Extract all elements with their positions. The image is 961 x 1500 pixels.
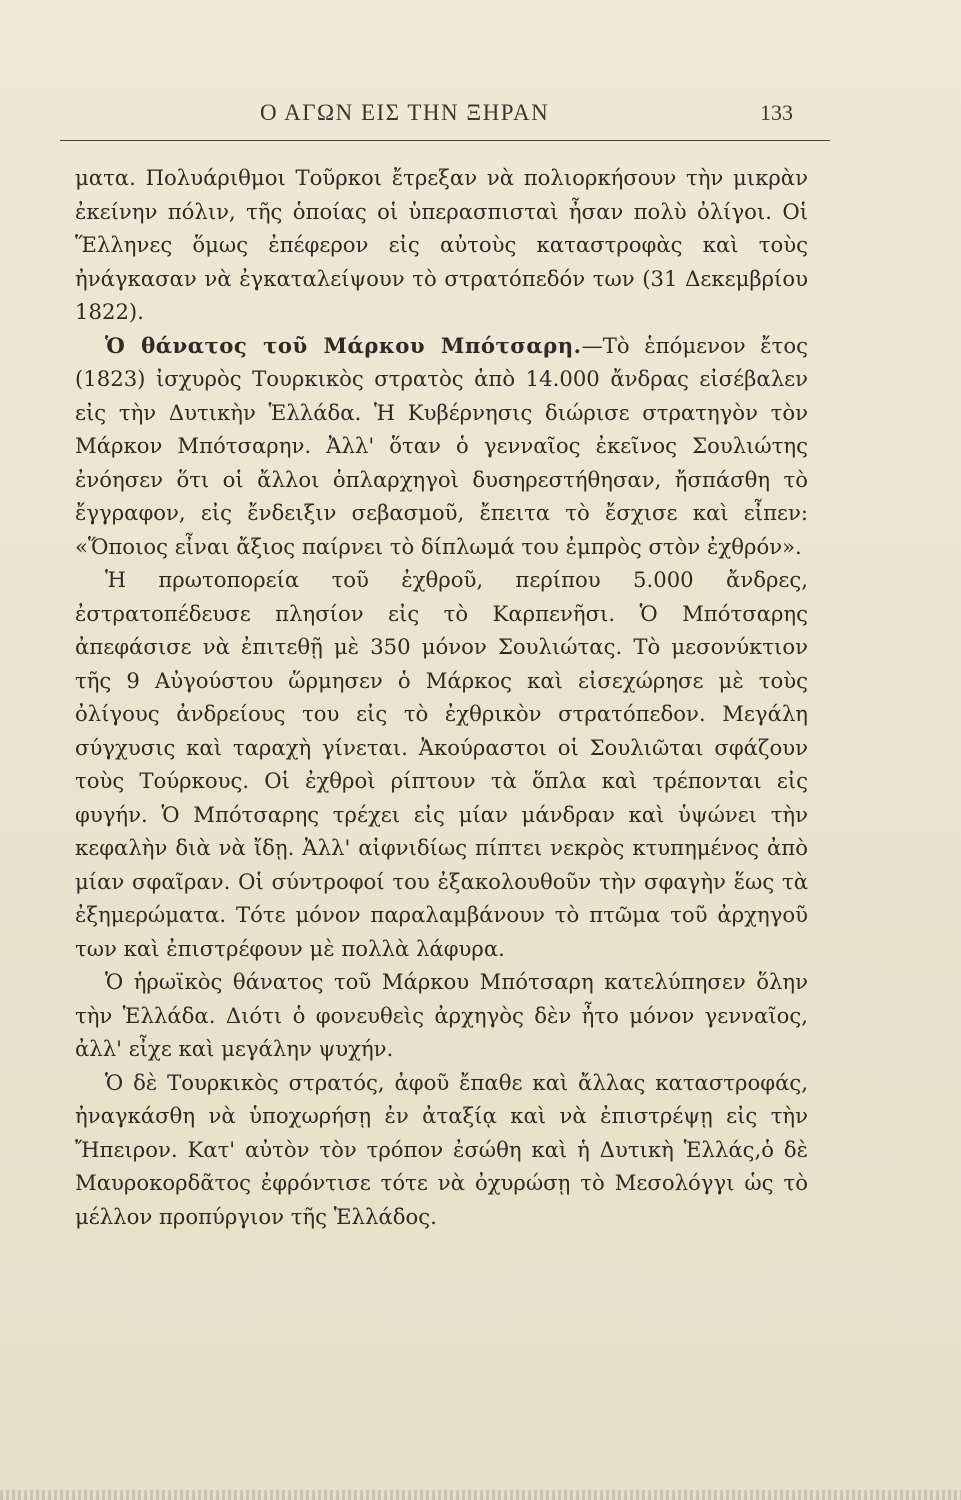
paragraph-1: ματα. Πολυάριθμοι Τοῦρκοι ἔτρεξαν νὰ πολιορκήσουν τὴν μικρὰν ἐκείνην πόλιν, τῆς ὁποίας οἱ ὑπερασπισταὶ ἦσαν πολὺ ὀλίγοι. Οἱ Ἕλληνες ὅμως ἐπέφερον εἰς αὐτοὺς καταστροφὰς καὶ τοὺς ἠνάγκασαν νὰ ἐγκαταλείψουν τὸ στρατόπεδόν των (31 Δεκεμβρίου 1822). bbox=[75, 165, 808, 324]
page-bottom-edge bbox=[0, 1490, 961, 1500]
header-rule bbox=[60, 140, 830, 141]
paragraph-2 bbox=[75, 329, 808, 564]
paragraph-3: Ἡ πρωτοπορεία τοῦ ἐχθροῦ, περίπου 5.000 ἄνδρες, ἐστρατοπέδευσε πλησίον εἰς τὸ Καρπενῆσι. Ὁ Μπότσαρης ἀπεφάσισε νὰ ἐπιτεθῇ μὲ 350 μόνον Σουλιώτας. Τὸ μεσονύκτιον τῆς 9 Αὐγούστου ὥρμησεν ὁ Μάρκος καὶ εἰσεχώρησε μὲ τοὺς ὀλίγους ἀνδρείους του εἰς τὸ ἐχθρικὸν στρατόπεδον. Μεγάλη σύγχυσις καὶ ταραχὴ γίνεται. Ἀκούραστοι οἱ Σουλιῶται σφάζουν τοὺς Τούρκους. Οἱ ἐχθροὶ ρίπτουν τὰ ὅπλα καὶ τρέπονται εἰς φυγήν. Ὁ Μπότσαρης τρέχει εἰς μίαν μάνδραν καὶ ὑψώνει τὴν κεφαλὴν διὰ νὰ ἴδῃ. Ἀλλ' αἰφνιδίως πίπτει νεκρὸς κτυπημένος ἀπὸ μίαν σφαῖραν. Οἱ σύντροφοί του ἐξακολουθοῦν τὴν σφαγὴν ἕως τὰ ἐξημερώματα. Τότε μόνον παραλαμβάνουν τὸ πτῶμα τοῦ ἀρχηγοῦ των καὶ ἐπιστρέφουν μὲ πολλὰ λάφυρα. bbox=[75, 567, 808, 961]
body-text bbox=[75, 161, 808, 1233]
paragraph-2-text: —Τὸ ἑπόμενον ἔτος (1823) ἰσχυρὸς Τουρκικὸς στρατὸς ἀπὸ 14.000 ἄνδρας εἰσέβαλεν εἰς τὴν Δυτικὴν Ἑλλάδα. Ἡ Κυβέρνησις διώρισε στρατηγὸν τὸν Μάρκον Μπότσαρην. Ἀλλ' ὅταν ὁ γενναῖος ἐκεῖνος Σουλιώτης ἐνόησεν ὅτι οἱ ἄλλοι ὁπλαρχηγοὶ δυσηρεστήθησαν, ἤσπάσθη τὸ ἔγγραφον, εἰς ἔνδειξιν σεβασμοῦ, ἔπειτα τὸ ἔσχισε καὶ εἶπεν: «Ὅποιος εἶναι ἄξιος παίρνει τὸ δίπλωμά του ἐμπρὸς στὸν ἐχθρόν». bbox=[75, 332, 808, 559]
section-heading: Ὁ θάνατος τοῦ Μάρκου Μπότσαρη. bbox=[105, 332, 582, 358]
paragraph-4: Ὁ ἡρωϊκὸς θάνατος τοῦ Μάρκου Μπότσαρη κατελύπησεν ὅλην τὴν Ἑλλάδα. Διότι ὁ φονευθεὶς ἀρχηγὸς δὲν ἦτο μόνον γενναῖος, ἀλλ' εἶχε καὶ μεγάλην ψυχήν. bbox=[75, 969, 808, 1061]
page-number: 133 bbox=[760, 100, 793, 125]
paragraph-5: Ὁ δὲ Τουρκικὸς στρατός, ἀφοῦ ἔπαθε καὶ ἄλλας καταστροφάς, ἠναγκάσθη νὰ ὑποχωρήσῃ ἐν ἀταξίᾳ καὶ νὰ ἐπιστρέψῃ εἰς τὴν Ἤπειρον. Κατ' αὐτὸν τὸν τρόπον ἐσώθη καὶ ἡ Δυτικὴ Ἑλλάς,ὁ δὲ Μαυροκορδᾶτος ἐφρόντισε τότε νὰ ὀχυρώσῃ τὸ Μεσολόγγι ὡς τὸ μέλλον προπύργιον τῆς Ἑλλάδος. bbox=[75, 1069, 808, 1229]
running-title: Ο ΑΓΩΝ ΕΙΣ ΤΗΝ ΞΗΡΑΝ bbox=[260, 100, 550, 125]
